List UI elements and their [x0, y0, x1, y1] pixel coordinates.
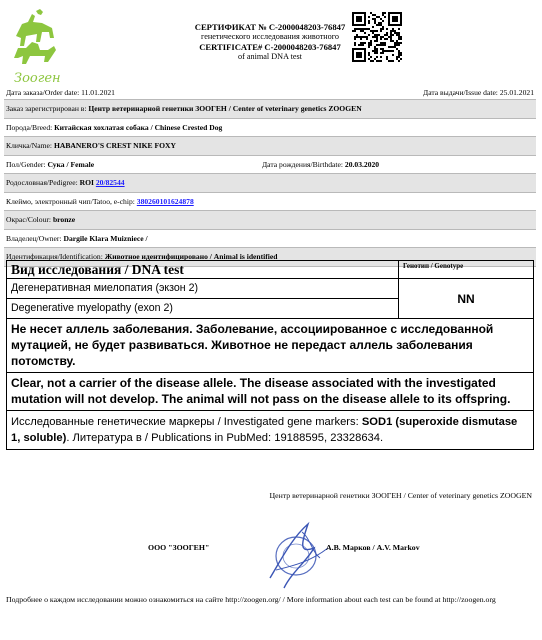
gender-value: Сука / Female — [47, 159, 95, 169]
certificate-subtitle-ru: генетического исследования животного — [200, 32, 340, 41]
gene-marker-name: SOD1 (superoxide dismutase 1, soluble) — [11, 416, 518, 444]
dna-test-table — [6, 260, 534, 450]
chip-row: Клеймо, электронный чип/Tatoo, e-chip: 380260101624878 — [4, 192, 536, 211]
name-row: Кличка/Name: HABANERO'S CREST NIKE FOXY — [4, 136, 536, 155]
colour-row: Окрас/Colour: bronze — [4, 210, 536, 229]
test-name-en: Degenerative myelopathy (exon 2) — [7, 299, 399, 319]
genotype-value: NN — [399, 279, 534, 319]
identification-value: Животное идентифицировано / Animal is identified — [104, 252, 278, 261]
zoogen-logo — [8, 8, 68, 86]
order-date: Дата заказа/Order date: 11.01.2021 — [6, 88, 115, 97]
test-name-ru: Дегенеративная миелопатия (экзон 2) — [7, 279, 399, 299]
certificate-subtitle-en: of animal DNA test — [238, 52, 302, 61]
gene-markers: Исследованные генетические маркеры / Investigated gene markers: SOD1 (superoxide dismutase 1, soluble). Литература в / Publications in PubMed: 19188595, 23328634. — [7, 411, 534, 450]
colour-value: bronze — [52, 215, 76, 224]
signer-name: А.В. Марков / A.V. Markov — [326, 543, 420, 552]
result-en: Clear, not a carrier of the disease allele. The disease associated with the investigated mutation will not develop. The animal will not pass on the disease allele to its offspring. — [7, 373, 534, 411]
owner-value: Dargile Klara Muizniece / — [63, 233, 148, 243]
genotype-header: Генотип / Genotype — [399, 261, 534, 279]
pedigree-row: Родословная/Pedigree: ROI 20/82544 — [4, 173, 536, 192]
dna-test-header: Вид исследования / DNA test — [7, 261, 399, 279]
qr-code-icon — [352, 12, 402, 62]
birthdate-field: Дата рождения/Birthdate: 20.03.2020 — [262, 159, 380, 169]
chip-link[interactable]: 380260101624878 — [136, 196, 194, 206]
birthdate-value: 20.03.2020 — [344, 159, 380, 169]
breed-row: Порода/Breed: Китайская хохлатая собака / Chinese Crested Dog — [4, 118, 536, 137]
company-name: ООО "ЗООГЕН" — [148, 543, 210, 552]
animals-silhouette-icon — [14, 9, 56, 64]
name-value: HABANERO'S CREST NIKE FOXY — [53, 141, 176, 150]
center-name-line: Центр ветеринарной генетики ЗООГЕН / Center of veterinary genetics ZOOGEN — [269, 491, 532, 500]
registered-row: Заказ зарегистрирован в: Центр ветеринарной генетики ЗООГЕН / Center of veterinary genetics ZOOGEN — [4, 99, 536, 118]
pedigree-link[interactable]: 20/82544 — [95, 178, 125, 187]
gender-row: Пол/Gender: Сука / Female Дата рождения/Birthdate: 20.03.2020 — [4, 155, 536, 174]
certificate-title-en: CERTIFICATE# C-2000048203-76847 — [199, 42, 341, 52]
owner-row: Владелец/Owner: Dargile Klara Muizniece / — [4, 229, 536, 248]
breed-value: Китайская хохлатая собака / Chinese Crested Dog — [54, 122, 223, 132]
result-ru: Не несет аллель заболевания. Заболевание, ассоциированное с исследованной мутацией, не будет развиваться. Животное не передаст аллель заболевания потомству. — [7, 319, 534, 373]
identification-row: Идентификация/Identification: Животное идентифицировано / Animal is identified — [4, 247, 536, 266]
animal-info-table — [4, 99, 536, 267]
certificate-title-ru: СЕРТИФИКАТ № С-2000048203-76847 — [194, 22, 346, 32]
stamp-signature-icon — [262, 518, 340, 590]
registered-value: Центр ветеринарной генетики ЗООГЕН / Center of veterinary genetics ZOOGEN — [88, 104, 362, 113]
logo-wordmark: Зооген — [14, 71, 61, 86]
footer-note: Подробнее о каждом исследовании можно ознакомиться на сайте http://zoogen.org/ / More information about each test can be found at http://zoogen.org — [6, 595, 496, 604]
issue-date: Дата выдачи/Issue date: 25.01.2021 — [423, 88, 534, 97]
